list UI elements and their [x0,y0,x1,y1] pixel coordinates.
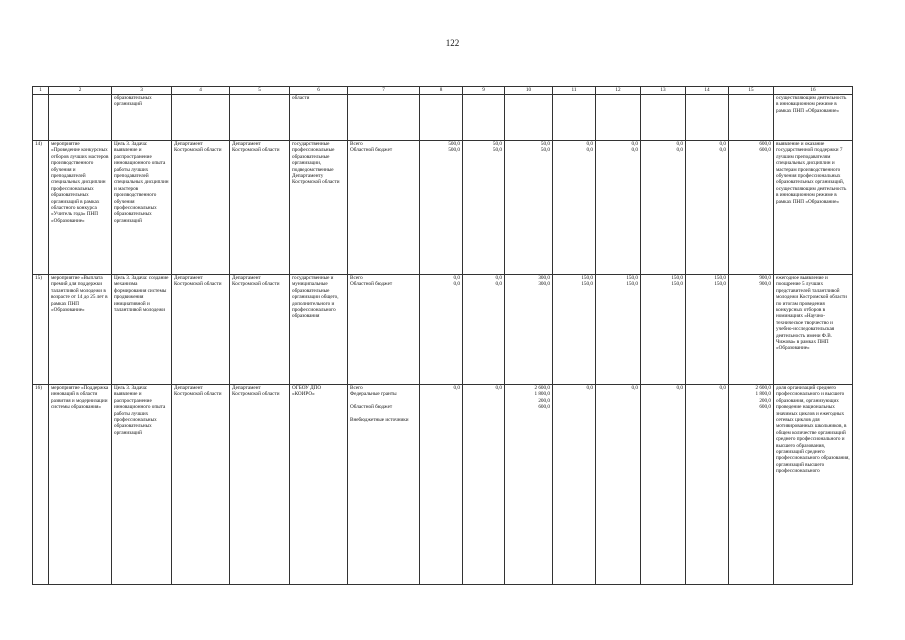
amount-cell-15 [729,141,774,275]
expected-result-cell: ежегодное выявление и поощрение 5 лучших представителей талантливой молодежи Костромской области по итогам проведения конкурсных отборов в номинациях «Научно-техническое творчество и учебно-исследовательская деятельность имени Ф.В. Чижова» в рамках ПНП «Образование» [774,275,853,385]
measure-name-cell: мероприятие «Проведение конкурсных отборов лучших мастеров производственного обучения и преподавателей специальных дисциплин профессиональных образовательных организаций в рамках областного конкурса «Учитель года» ПНП «Образование» [49,141,112,275]
col-header-1: 1 [33,87,49,95]
expected-result-cell: доля организаций среднего профессионального и высшего образования, организующих проведение национальных значимых циклов и ежегодных сетевых циклов для мотивированных школьников, в общем количестве организаций среднего профессионального и высшего образования, организаций среднего профессионального образования, организаций высшего профессионального [774,385,853,585]
responsible-cell: Департамент Костромской области [172,141,230,275]
amount-cell-14 [686,95,729,141]
amount-cell-9 [463,95,505,141]
participants-cell: ОГБОУ ДПО «КОИРО» [290,385,348,585]
amount-cell-9 [463,385,505,585]
amount-cell-15 [729,385,774,585]
cell-line: 0,0 [631,147,638,154]
row-number-cell: 14) [33,141,49,275]
col-header-11: 11 [553,87,596,95]
cell-line: 150,0 [626,275,638,281]
col-header-6: 6 [290,87,348,95]
cell-line: 600,0 [759,141,771,147]
measure-name-cell: мероприятие «Выплата премий для поддержки талантливой молодежи в возрасте от 14 до 25 лет в рамках ПНП «Образование» [49,275,112,385]
responsible-cell: Департамент Костромской области [172,385,230,585]
table-row [33,385,853,585]
amount-cell-14 [686,275,729,385]
cell-line: 0,0 [495,385,502,391]
col-header-15: 15 [729,87,774,95]
amount-cell-12 [596,141,641,275]
cell-line: Федеральные гранты [350,391,397,398]
amount-cell-10 [505,385,553,585]
amount-cell-10 [505,95,553,141]
cell-line: 50,0 [540,147,550,154]
col-header-12: 12 [596,87,641,95]
col-header-5: 5 [230,87,290,95]
column-numbers-row [33,87,853,95]
cell-line: 0,0 [719,147,726,154]
funding-source-cell [348,95,420,141]
amount-cell-9 [463,275,505,385]
cell-line: 150,0 [671,275,683,281]
funding-source-cell [348,141,420,275]
amount-cell-10 [505,141,553,275]
cell-line: 900,0 [759,281,771,288]
cell-line: 300,0 [538,281,550,288]
amount-cell-11 [553,141,596,275]
goal-task-cell: Цель 3. Задача: выявление и распространение инновационного опыта работы лучших преподавателей специальных дисциплин и мастеров производственного обучения профессиональных образовательных организаций [112,141,172,275]
cell-line: 0,0 [453,281,460,288]
goal-task-cell: Цель 3. Задача: создание механизма формирования системы продвижения инициативной и талантливой молодежи [112,275,172,385]
cell-line: 50,0 [540,141,550,147]
cell-line: 150,0 [581,281,593,288]
coexecutor-cell: Департамент Костромской области [230,141,290,275]
cell-line: 0,0 [676,141,683,147]
cell-line: Всего [350,141,363,147]
col-header-14: 14 [686,87,729,95]
cell-line: 900,0 [759,275,771,281]
participants-cell: государственные профессиональные образовательные организации, подведомственные Департаменту Костромской области [290,141,348,275]
row-number-cell: 16) [33,385,49,585]
cell-line: 150,0 [714,275,726,281]
cell-line: 500,0 [448,141,460,147]
amount-cell-14 [686,141,729,275]
cell-line: 1 800,0 [755,391,771,398]
amount-cell-15 [729,275,774,385]
cell-line: 0,0 [719,385,726,391]
participants-cell: государственные и муниципальные образовательные организации общего, дополнительного и профессионального образования [290,275,348,385]
amount-cell-13 [641,95,686,141]
goal-task-cell: Цель 3. Задача: выявление и распространение инновационного опыта работы лучших профессиональных образовательных организаций [112,385,172,585]
amount-cell-14 [686,385,729,585]
col-header-13: 13 [641,87,686,95]
cell-line: Областной бюджет [350,281,393,288]
measure-name-cell [49,95,112,141]
cell-line: 2 600,0 [534,385,550,391]
cell-line: 0,0 [719,141,726,147]
responsible-cell: Департамент Костромской области [172,275,230,385]
coexecutor-cell [230,95,290,141]
cell-line: 2 600,0 [755,385,771,391]
amount-cell-13 [641,385,686,585]
amount-cell-11 [553,385,596,585]
amount-cell-8 [420,385,463,585]
cell-line: 150,0 [671,281,683,288]
amount-cell-15 [729,95,774,141]
cell-line: 150,0 [714,281,726,288]
cell-line: 0,0 [631,385,638,391]
cell-line: 200,0 [538,397,550,404]
amount-cell-10 [505,275,553,385]
col-header-10: 10 [505,87,553,95]
amount-cell-11 [553,275,596,385]
amount-cell-11 [553,95,596,141]
table-row [33,95,853,141]
amount-cell-13 [641,141,686,275]
page-number: 122 [445,38,460,48]
cell-line: 0,0 [586,141,593,147]
expected-result-cell: осуществляющим деятельность в инновационном режиме в рамках ПНП «Образование» [774,95,853,141]
cell-line: 1 800,0 [534,391,550,398]
amount-cell-8 [420,141,463,275]
cell-line: Внебюджетные источники [350,417,409,424]
coexecutor-cell: Департамент Костромской области [230,275,290,385]
cell-line: 0,0 [676,385,683,391]
measure-name-cell: мероприятие «Поддержка инноваций в области развития и модернизации системы образования» [49,385,112,585]
table-body [33,95,853,585]
cell-line: 0,0 [453,385,460,391]
cell-line: Областной бюджет [350,147,393,154]
cell-line: 600,0 [538,404,550,411]
table-row [33,141,853,275]
cell-line: 200,0 [759,397,771,404]
funding-source-cell [348,275,420,385]
cell-line: 0,0 [631,141,638,147]
amount-cell-8 [420,275,463,385]
coexecutor-cell: Департамент Костромской области [230,385,290,585]
program-table [32,86,853,585]
cell-line: Всего [350,275,363,281]
col-header-16: 16 [774,87,853,95]
participants-cell: области [290,95,348,141]
cell-line: 0,0 [495,275,502,281]
col-header-2: 2 [49,87,112,95]
cell-line: 300,0 [538,275,550,281]
goal-task-cell: образовательных организаций [112,95,172,141]
cell-line: Областной бюджет [350,404,393,411]
amount-cell-13 [641,275,686,385]
col-header-4: 4 [172,87,230,95]
amount-cell-8 [420,95,463,141]
cell-line: 600,0 [759,404,771,411]
expected-result-cell: выявление и оказание государственной поддержки 7 лучшим преподавателям специальных дисциплин и мастерам производственного обучения профессиональных образовательных организаций, осуществляющим деятельность в инновационном режиме в рамках ПНП «Образование» [774,141,853,275]
col-header-7: 7 [348,87,420,95]
cell-line: Всего [350,385,363,391]
cell-line: 600,0 [759,147,771,154]
cell-line: 0,0 [495,281,502,288]
cell-line: 50,0 [492,141,502,147]
cell-line: 0,0 [586,147,593,154]
cell-line: 0,0 [586,385,593,391]
cell-line: 0,0 [453,275,460,281]
cell-line: 150,0 [581,275,593,281]
amount-cell-12 [596,385,641,585]
funding-source-cell [348,385,420,585]
col-header-9: 9 [463,87,505,95]
row-number-cell [33,95,49,141]
col-header-8: 8 [420,87,463,95]
cell-line: 50,0 [492,147,502,154]
cell-line: 500,0 [448,147,460,154]
row-number-cell: 15) [33,275,49,385]
responsible-cell [172,95,230,141]
cell-line: 0,0 [676,147,683,154]
amount-cell-12 [596,275,641,385]
col-header-3: 3 [112,87,172,95]
amount-cell-9 [463,141,505,275]
amount-cell-12 [596,95,641,141]
cell-line: 150,0 [626,281,638,288]
table-row [33,275,853,385]
